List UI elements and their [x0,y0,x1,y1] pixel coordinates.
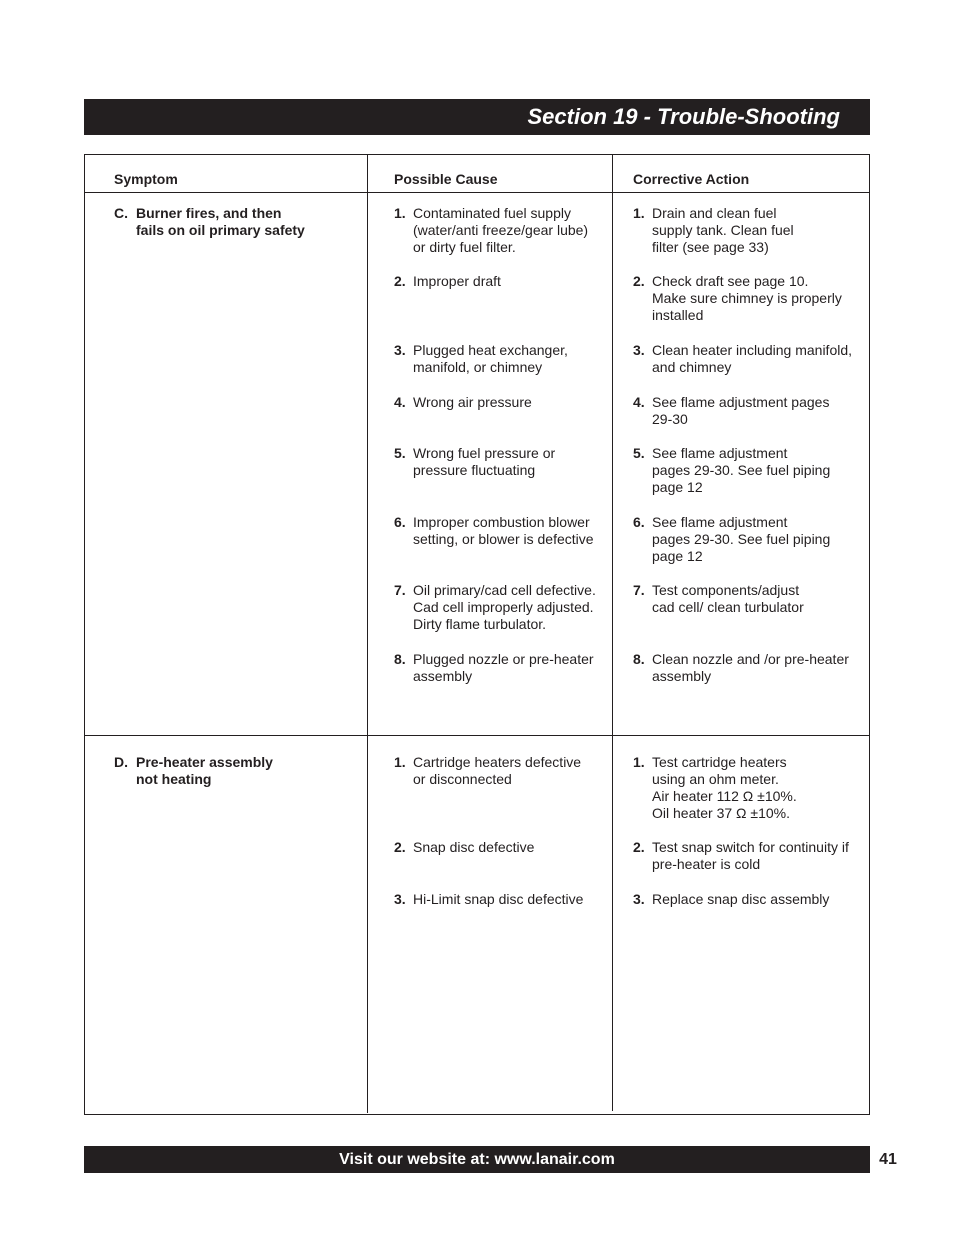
item-number: 6. [633,514,645,530]
item-line: See flame adjustment [652,445,788,461]
item-line: Cad cell improperly adjusted. [413,599,594,615]
item-line: or disconnected [413,771,512,787]
item-number: 1. [394,205,406,221]
item-line: Clean heater including manifold, [652,342,853,358]
item-number: 1. [394,754,406,770]
column-divider [367,155,368,1113]
item-number: 6. [394,514,406,530]
item-line: using an ohm meter. [652,771,779,787]
item-number: 2. [394,839,406,855]
item-line: Replace snap disc assembly [652,891,830,907]
item-line: pages 29-30. See fuel piping [652,462,831,478]
symptom-letter: D. [114,754,128,770]
item-line: page 12 [652,479,703,495]
item-number: 5. [394,445,406,461]
item-line: See flame adjustment [652,514,788,530]
website-link[interactable]: Visit our website at: www.lanair.com [339,1151,615,1168]
item-line: Improper combustion blower [413,514,590,530]
item-number: 2. [633,273,645,289]
item-number: 5. [633,445,645,461]
header-symptom: Symptom [114,171,178,187]
item-line: Contaminated fuel supply [413,205,571,221]
item-line: Oil primary/cad cell defective. [413,582,596,598]
item-line: installed [652,307,704,323]
item-line: pre-heater is cold [652,856,761,872]
item-number: 7. [394,582,406,598]
item-line: or dirty fuel filter. [413,239,516,255]
symptom-line: not heating [136,771,212,787]
item-line: Oil heater 37 Ω ±10%. [652,805,790,821]
item-line: Dirty flame turbulator. [413,616,547,632]
item-number: 3. [633,342,645,358]
symptom-line: Pre-heater assembly [136,754,273,770]
item-line: setting, or blower is defective [413,531,594,547]
item-number: 8. [633,651,645,667]
section-title-bar [84,99,870,135]
page-number: 41 [879,1151,897,1168]
item-line: Cartridge heaters defective [413,754,582,770]
item-number: 4. [633,394,645,410]
header-corrective-action: Corrective Action [633,171,750,187]
item-number: 7. [633,582,645,598]
item-line: Improper draft [413,273,501,289]
header-divider [85,192,869,193]
item-line: Clean nozzle and /or pre-heater [652,651,849,667]
item-line: filter (see page 33) [652,239,769,255]
symptom-line: fails on oil primary safety [136,222,305,238]
item-line: manifold, or chimney [413,359,543,375]
item-line: and chimney [652,359,732,375]
item-line: Drain and clean fuel [652,205,777,221]
item-line: Check draft see page 10. [652,273,809,289]
item-line: Wrong air pressure [413,394,532,410]
item-line: cad cell/ clean turbulator [652,599,804,615]
item-line: assembly [652,668,712,684]
item-number: 3. [394,891,406,907]
item-line: Test snap switch for continuity if [652,839,849,855]
item-line: supply tank. Clean fuel [652,222,794,238]
item-number: 3. [633,891,645,907]
item-line: Plugged heat exchanger, [413,342,568,358]
row-divider [85,735,869,736]
header-possible-cause: Possible Cause [394,171,498,187]
item-number: 3. [394,342,406,358]
item-number: 1. [633,205,645,221]
item-line: 29-30 [652,411,688,427]
item-line: assembly [413,668,473,684]
item-number: 4. [394,394,406,410]
column-divider [612,155,613,1111]
item-line: Hi-Limit snap disc defective [413,891,584,907]
troubleshooting-table [84,154,870,1115]
item-line: Test components/adjust [652,582,800,598]
item-line: Plugged nozzle or pre-heater [413,651,594,667]
item-number: 1. [633,754,645,770]
item-number: 2. [394,273,406,289]
item-number: 2. [633,839,645,855]
item-line: pages 29-30. See fuel piping [652,531,831,547]
item-line: pressure fluctuating [413,462,536,478]
symptom-letter: C. [114,205,128,221]
item-line: (water/anti freeze/gear lube) [413,222,589,238]
item-line: Wrong fuel pressure or [413,445,556,461]
item-line: Snap disc defective [413,839,535,855]
footer-bar [84,1146,870,1173]
item-number: 8. [394,651,406,667]
item-line: Test cartridge heaters [652,754,787,770]
symptom-line: Burner fires, and then [136,205,282,221]
item-line: Air heater 112 Ω ±10%. [652,788,797,804]
item-line: page 12 [652,548,703,564]
item-line: Make sure chimney is properly [652,290,842,306]
item-line: See flame adjustment pages [652,394,830,410]
section-title: Section 19 - Trouble-Shooting [527,104,840,129]
